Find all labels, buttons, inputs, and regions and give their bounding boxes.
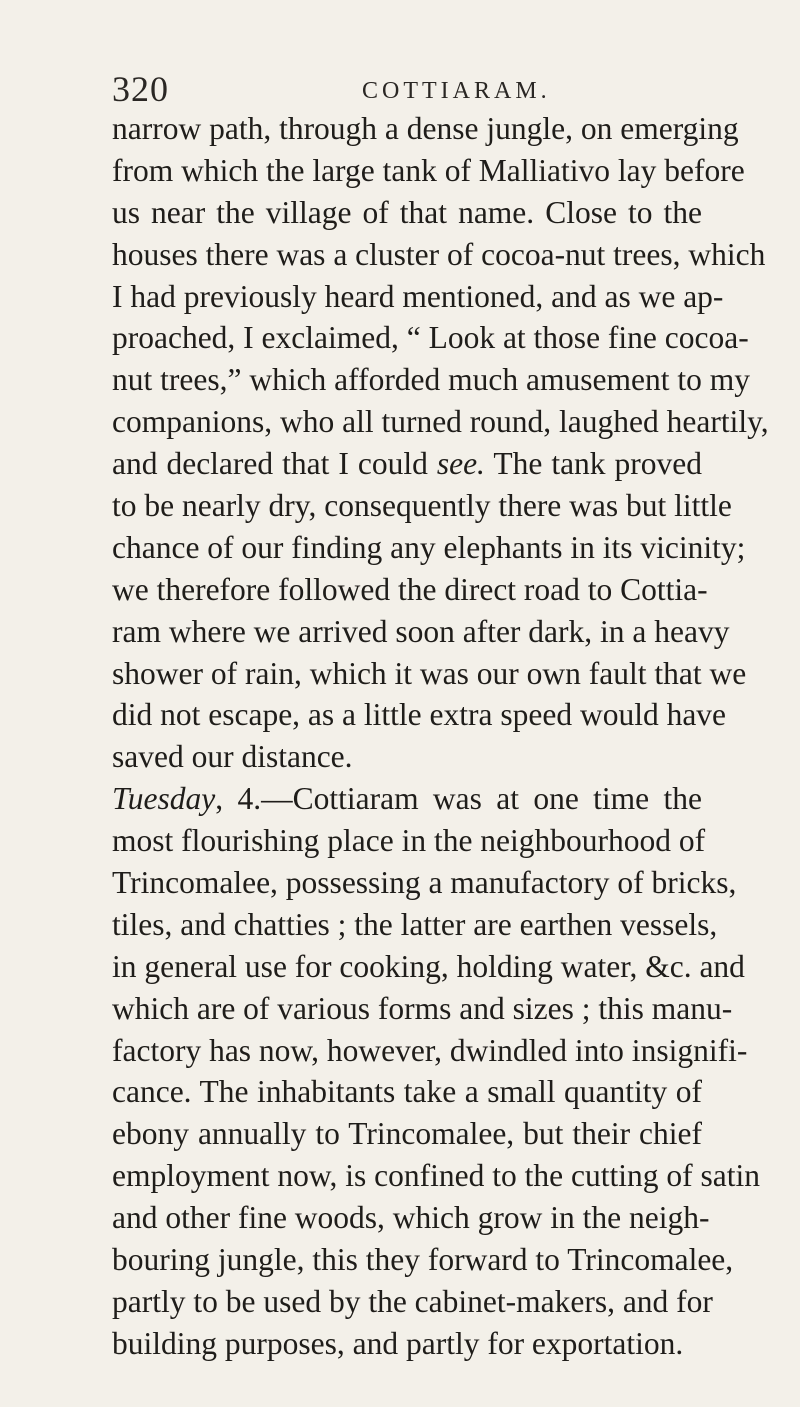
text-line: employment now, is confined to the cutting of satin <box>112 1158 760 1194</box>
body-text <box>112 108 769 1365</box>
text-line: ram where we arrived soon after dark, in a heavy <box>112 613 730 649</box>
text-line: from which the large tank of Malliativo lay before <box>112 152 745 188</box>
page-number: 320 <box>112 69 169 109</box>
text-segment: and declared that I could <box>112 446 428 482</box>
text-segment: The tank proved <box>484 446 703 482</box>
text-segment: , 4.—Cottiaram was at one time the <box>215 781 702 817</box>
text-line: ebony annually to Trincomalee, but their chief <box>112 1116 702 1152</box>
text-line: building purposes, and partly for exportation. <box>112 1325 684 1361</box>
text-line: companions, who all turned round, laughed heartily, <box>112 404 769 440</box>
text-line: we therefore followed the direct road to Cottia- <box>112 571 708 607</box>
text-line: narrow path, through a dense jungle, on emerging <box>112 111 739 146</box>
text-line: saved our distance. <box>112 739 353 775</box>
text-line: factory has now, however, dwindled into insignifi- <box>112 1032 748 1068</box>
text-line: partly to be used by the cabinet-makers, and for <box>112 1283 713 1319</box>
text-line: houses there was a cluster of cocoa-nut trees, which <box>112 236 766 272</box>
running-title: COTTIARAM. <box>362 78 551 104</box>
text-line: nut trees,” which afforded much amusement to my <box>112 362 750 398</box>
text-line: proached, I exclaimed, “ Look at those fine cocoa- <box>112 320 749 356</box>
emphasis-see: see. <box>436 446 485 482</box>
date-heading: Tuesday <box>112 781 216 817</box>
running-head <box>112 68 732 108</box>
text-line <box>112 778 702 820</box>
text-line: I had previously heard mentioned, and as we ap- <box>112 278 724 314</box>
text-line: Trincomalee, possessing a manufactory of bricks, <box>112 865 737 901</box>
text-line: shower of rain, which it was our own fault that we <box>112 655 747 691</box>
text-line: most flourishing place in the neighbourhood of <box>112 823 706 859</box>
text-line: in general use for cooking, holding water, &c. and <box>112 948 745 984</box>
text-line: cance. The inhabitants take a small quantity of <box>112 1074 702 1110</box>
text-line: us near the village of that name. Close to the <box>112 194 702 230</box>
text-line: which are of various forms and sizes ; this manu- <box>112 990 733 1026</box>
text-line: bouring jungle, this they forward to Trincomalee, <box>112 1242 734 1278</box>
text-line: did not escape, as a little extra speed would have <box>112 697 727 733</box>
text-line: tiles, and chatties ; the latter are earthen vessels, <box>112 906 718 942</box>
text-line: and other fine woods, which grow in the neigh- <box>112 1200 710 1236</box>
text-line: chance of our finding any elephants in its vicinity; <box>112 529 746 565</box>
text-line <box>112 443 702 485</box>
text-line: to be nearly dry, consequently there was but little <box>112 488 732 524</box>
